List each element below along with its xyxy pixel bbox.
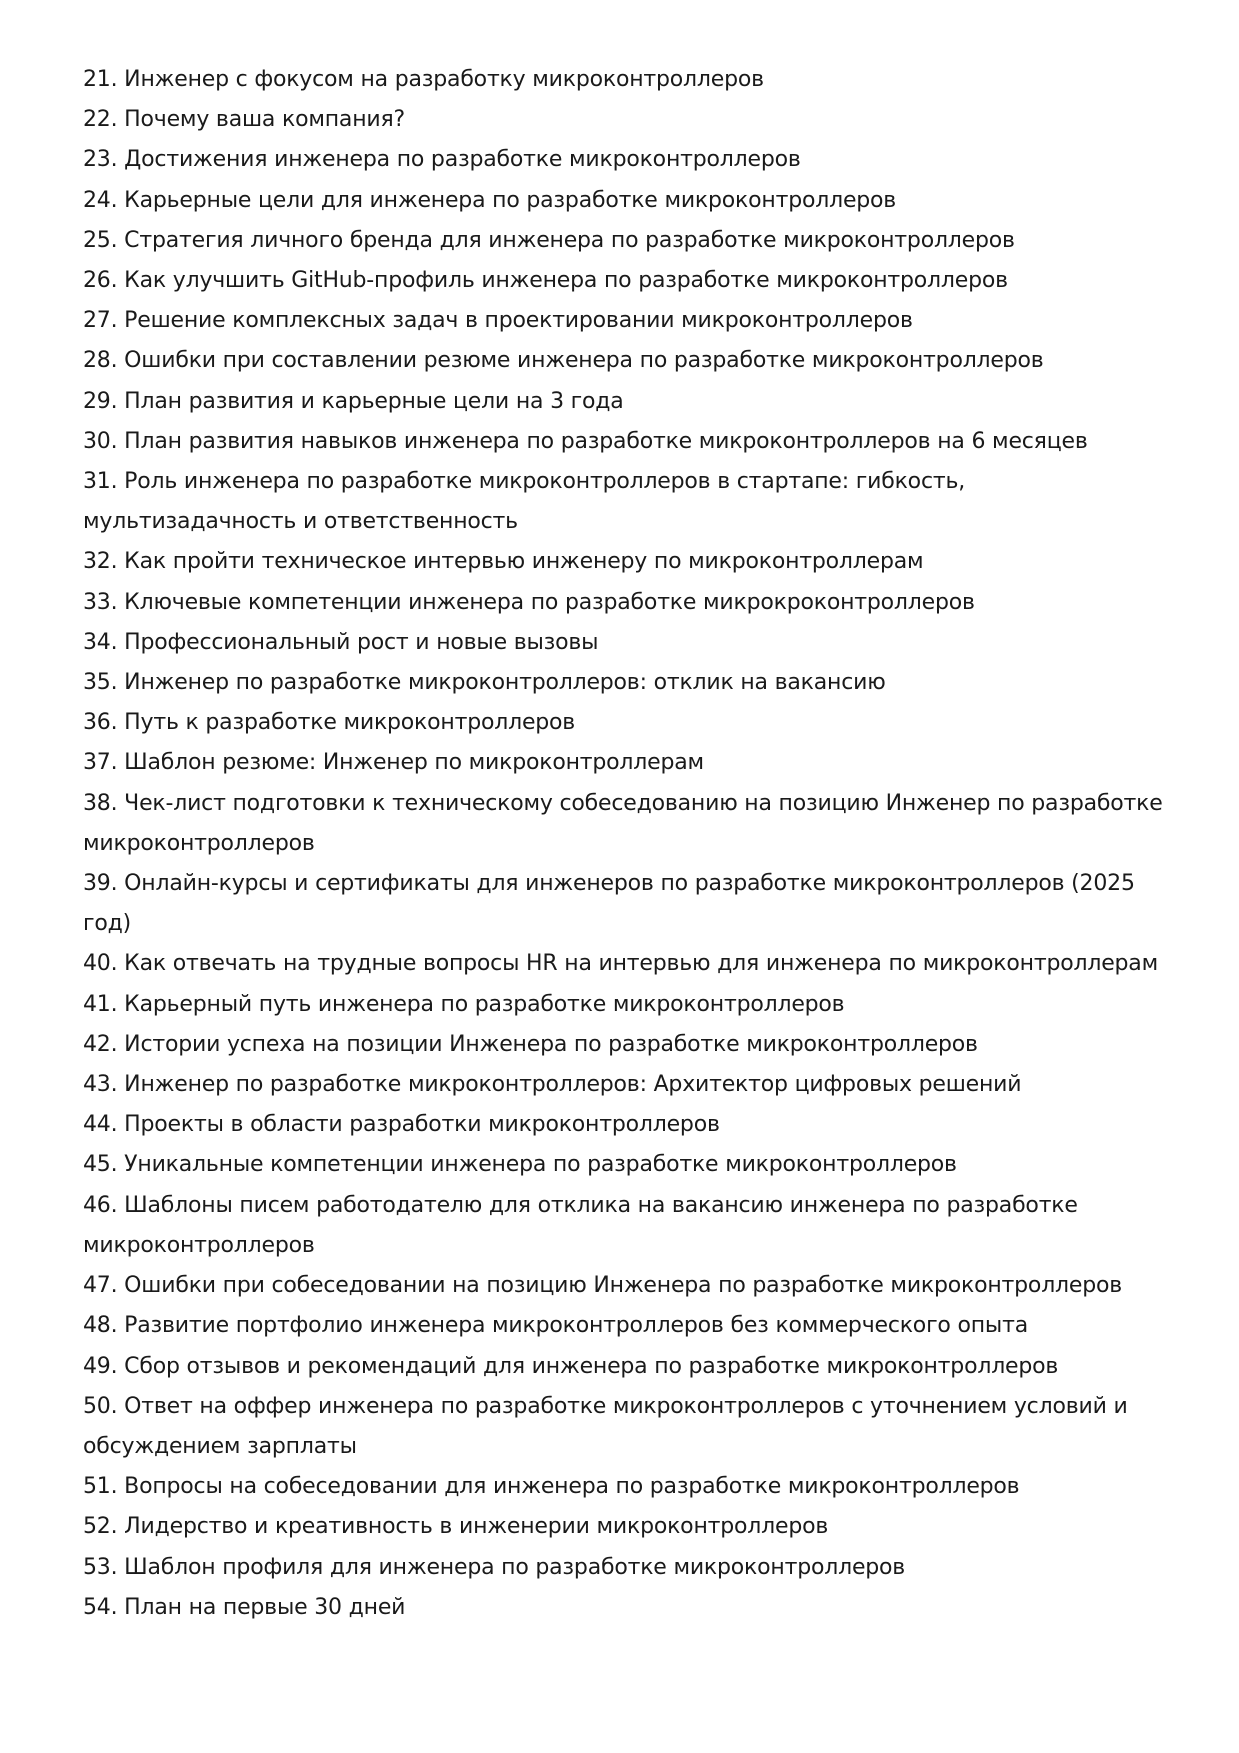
list-item: 41. Карьерный путь инженера по разработке микроконтроллеров [83,991,845,1017]
list-item: 50. Ответ на оффер инженера по разработке микроконтроллеров с уточнением условий и обсуждением зарплаты [83,1393,1128,1459]
list-item: 51. Вопросы на собеседовании для инженера по разработке микроконтроллеров [83,1474,1020,1500]
list-item: 45. Уникальные компетенции инженера по разработке микроконтроллеров [83,1152,957,1178]
list-item: 35. Инженер по разработке микроконтроллеров: отклик на вакансию [83,670,886,696]
topic-list [83,60,1163,1628]
list-item: 22. Почему ваша компания? [83,107,405,133]
list-item: 39. Онлайн-курсы и сертификаты для инженеров по разработке микроконтроллеров (2025 год) [83,871,1135,937]
list-item: 23. Достижения инженера по разработке микроконтроллеров [83,147,801,173]
list-item: 27. Решение комплексных задач в проектировании микроконтроллеров [83,308,913,334]
list-item: 25. Стратегия личного бренда для инженера по разработке микроконтроллеров [83,227,1015,253]
list-item: 32. Как пройти техническое интервью инженеру по микроконтроллерам [83,549,924,575]
list-item: 43. Инженер по разработке микроконтроллеров: Архитектор цифровых решений [83,1072,1022,1098]
list-item: 44. Проекты в области разработки микроконтроллеров [83,1112,720,1138]
list-item: 36. Путь к разработке микроконтроллеров [83,710,576,736]
list-item: 46. Шаблоны писем работодателю для отклика на вакансию инженера по разработке микроконтроллеров [83,1192,1078,1258]
list-item: 28. Ошибки при составлении резюме инженера по разработке микроконтроллеров [83,348,1044,374]
list-item: 53. Шаблон профиля для инженера по разработке микроконтроллеров [83,1554,906,1580]
list-item: 49. Сбор отзывов и рекомендаций для инженера по разработке микроконтроллеров [83,1353,1059,1379]
list-item: 37. Шаблон резюме: Инженер по микроконтроллерам [83,750,704,776]
list-item: 34. Профессиональный рост и новые вызовы [83,629,599,655]
list-item: 52. Лидерство и креативность в инженерии микроконтроллеров [83,1514,829,1540]
list-item: 31. Роль инженера по разработке микроконтроллеров в стартапе: гибкость, мультизадачность и ответственность [83,469,966,535]
list-item: 21. Инженер с фокусом на разработку микроконтроллеров [83,67,764,92]
list-item: 42. Истории успеха на позиции Инженера по разработке микроконтроллеров [83,1031,978,1057]
list-item: 38. Чек-лист подготовки к техническому собеседованию на позицию Инженер по разработке микроконтроллеров [83,790,1163,856]
list-item: 48. Развитие портфолио инженера микроконтроллеров без коммерческого опыта [83,1313,1028,1339]
list-item: 40. Как отвечать на трудные вопросы HR на интервью для инженера по микроконтроллерам [83,951,1158,977]
list-item: 29. План развития и карьерные цели на 3 года [83,388,624,414]
list-item: 33. Ключевые компетенции инженера по разработке микрокроконтроллеров [83,589,975,615]
list-item: 47. Ошибки при собеседовании на позицию Инженера по разработке микроконтроллеров [83,1273,1123,1299]
list-item: 26. Как улучшить GitHub-профиль инженера по разработке микроконтроллеров [83,268,1008,294]
list-item: 24. Карьерные цели для инженера по разработке микроконтроллеров [83,187,897,213]
list-item: 54. План на первые 30 дней [83,1594,406,1620]
list-item: 30. План развития навыков инженера по разработке микроконтроллеров на 6 месяцев [83,428,1088,454]
